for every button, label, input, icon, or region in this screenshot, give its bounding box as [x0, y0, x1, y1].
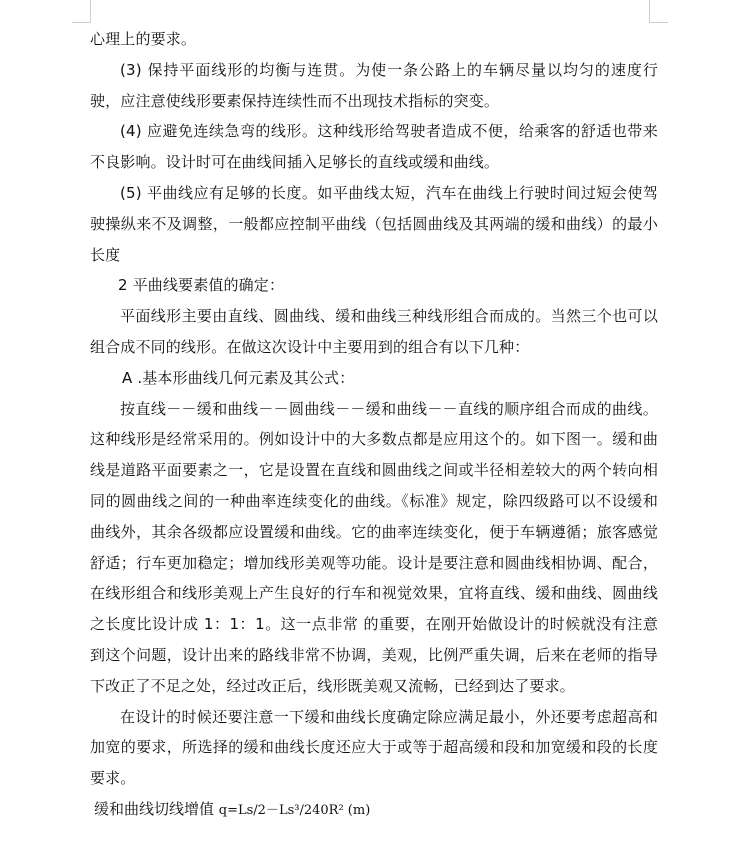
formula-value: q=Ls/2－Ls³/240R² (m): [218, 802, 371, 818]
margin-corner-right: [649, 0, 668, 23]
paragraph-linear-combinations: 平面线形主要由直线、圆曲线、缓和曲线三种线形组合而成的。当然三个也可以组合成不同的线形。在做这次设计中主要用到的组合有以下几种：: [90, 307, 658, 356]
margin-corner-left: [72, 0, 91, 23]
paragraph-balance-continuity: (3) 保持平面线形的均衡与连贯。为使一条公路上的车辆尽量以均匀的速度行驶，应注意使线形要素保持连续性而不出现技术指标的突变。: [90, 60, 658, 110]
paragraph-design-length: 在设计的时候还要注意一下缓和曲线长度确定除应满足最小，外还要考虑超高和加宽的要求，所选择的缓和曲线长度还应大于或等于超高缓和段和加宽缓和段的长度要求。: [90, 707, 658, 788]
paragraph-avoid-curves: (4) 应避免连续急弯的线形。这种线形给驾驶者造成不便，给乘客的舒适也带来不良影响。设计时可在曲线间插入足够长的直线或缓和曲线。: [90, 122, 658, 172]
paragraph-curve-length: (5) 平曲线应有足够的长度。如平曲线太短，汽车在曲线上行驶时间过短会使驾驶操纵来不及调整，一般都应控制平曲线（包括圆曲线及其两端的缓和曲线）的最小长度: [90, 183, 658, 264]
section-heading-curve-elements: 2 平曲线要素值的确定：: [118, 276, 285, 295]
subheading-basic-curve: A .基本形曲线几何元素及其公式：: [122, 368, 355, 387]
formula-label: 缓和曲线切线增值: [94, 799, 219, 818]
formula-line: [90, 794, 658, 827]
document-body: [90, 24, 658, 827]
paragraph-psych-requirement: 心理上的要求。: [90, 30, 197, 48]
paragraph-transition-curve: 按直线－－缓和曲线－－圆曲线－－缓和曲线－－直线的顺序组合而成的曲线。这种线形是经常采用的。例如设计中的大多数点都是应用这个的。如下图一。缓和曲线是道路平面要素之一，它是设置在直线和圆曲线之间或半径相差较大的两个转向相同的圆曲线之间的一种曲率连续变化的曲线。《标准》规定，除四级路可以不设缓和曲线外，其余各级都应设置缓和曲线。它的曲率连续变化，便于车辆遵循；旅客感觉舒适；行车更加稳定；增加线形美观等功能。设计是要注意和圆曲线相协调、配合，在线形组合和线形美观上产生良好的行车和视觉效果，宜将直线、缓和曲线、圆曲线之长度比设计成 1：1：1。这一点非常 的重要，在刚开始做设计的时候就没有注意到这个问题，设计出来的路线非常不协调，美观，比例严重失调，后来在老师的指导下改正了不足之处，经过改正后，线形既美观又流畅，已经到达了要求。: [90, 399, 658, 695]
